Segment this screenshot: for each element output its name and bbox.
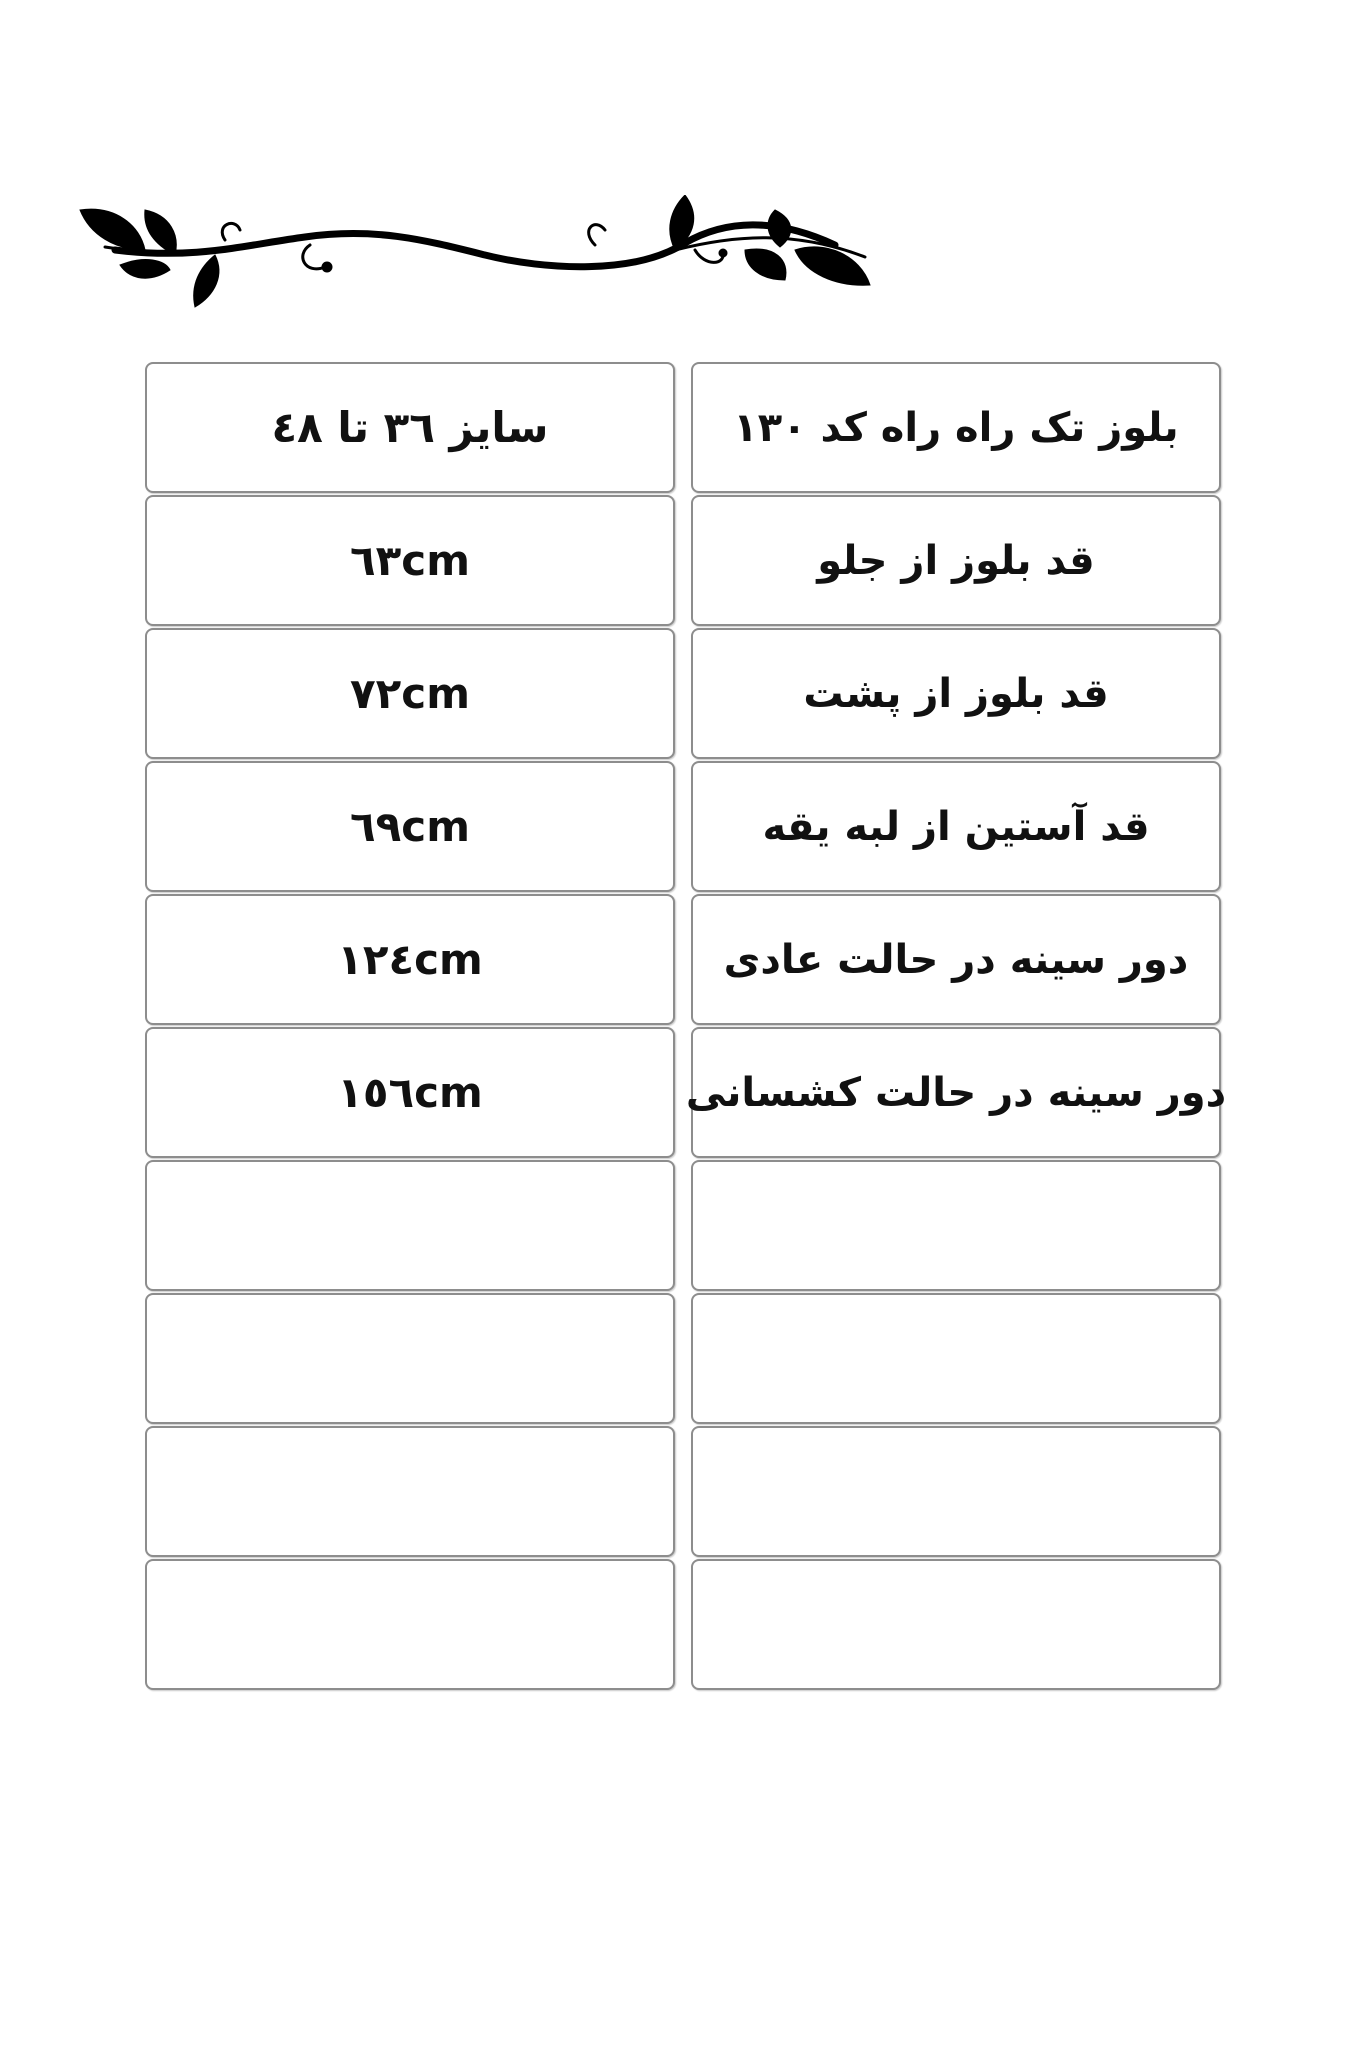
- value-cell: [145, 628, 675, 759]
- label-text: قد بلوز از جلو: [817, 537, 1095, 584]
- value-cell: [145, 1027, 675, 1158]
- value-text: ١٢٤cm: [337, 935, 483, 984]
- label-text: بلوز تک راه راه کد ۱۳۰: [733, 404, 1179, 451]
- label-cell: [691, 628, 1221, 759]
- label-text: دور سینه در حالت عادی: [723, 936, 1189, 983]
- value-cell: [145, 1426, 675, 1557]
- value-text: سایز ۳٦ تا ٤٨: [271, 403, 549, 452]
- label-cell: [685, 1027, 1227, 1158]
- label-cell: [691, 1293, 1221, 1424]
- value-cell: [145, 362, 675, 493]
- label-cell: [691, 1160, 1221, 1291]
- value-text: ٧٢cm: [350, 669, 470, 718]
- value-cell: [145, 1293, 675, 1424]
- label-cell: [691, 1559, 1221, 1690]
- size-table: [145, 362, 1227, 1690]
- value-cell: [145, 761, 675, 892]
- label-text: قد بلوز از پشت: [803, 670, 1109, 717]
- label-text: قد آستین از لبه یقه: [762, 803, 1150, 850]
- vine-leaf-ornament-icon: [75, 195, 895, 325]
- value-text: ١٥٦cm: [337, 1068, 483, 1117]
- value-cell: [145, 1559, 675, 1690]
- value-text: ٦٩cm: [350, 802, 470, 851]
- value-cell: [145, 1160, 675, 1291]
- label-cell: [691, 362, 1221, 493]
- label-text: دور سینه در حالت کشسانی: [685, 1069, 1227, 1116]
- label-cell: [691, 761, 1221, 892]
- value-cell: [145, 894, 675, 1025]
- value-cell: [145, 495, 675, 626]
- value-text: ٦٣cm: [350, 536, 470, 585]
- label-cell: [691, 894, 1221, 1025]
- label-cell: [691, 495, 1221, 626]
- label-cell: [691, 1426, 1221, 1557]
